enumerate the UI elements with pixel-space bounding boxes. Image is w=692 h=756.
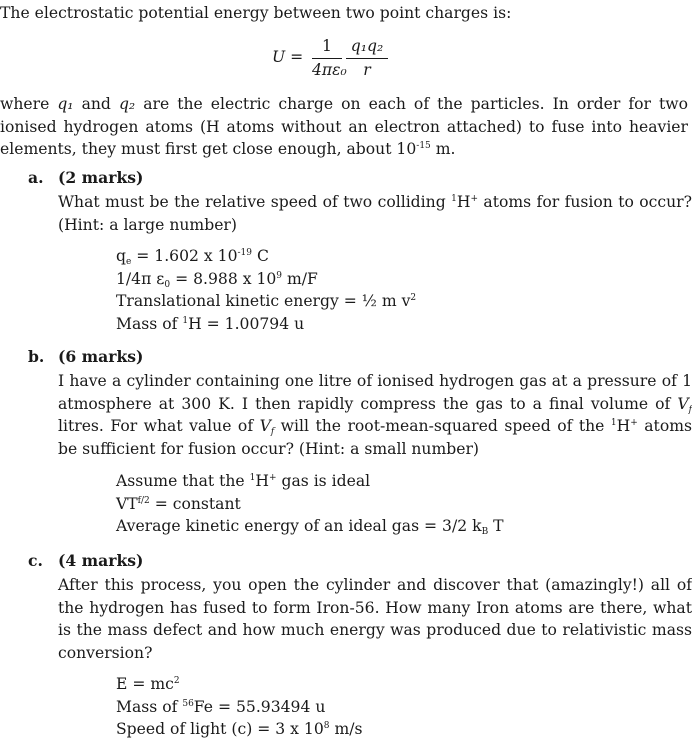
hint-block-c	[116, 673, 363, 741]
intro-paragraph: where q₁ and q₂ are the electric charge on each of the particles. In order for two ionised hydrogen atoms (H atoms without an electron attached) to fuse into heavier elements, they must first get close enough, about $10^{-15}$ m.	[0, 95, 688, 158]
question-marks: (6 marks)	[58, 347, 144, 366]
question-letter: a.	[28, 168, 44, 187]
fraction-bar	[312, 58, 342, 59]
hint-line: $VT^{f/2}$ = constant	[116, 494, 241, 513]
intro-text: The electrostatic potential energy between two point charges is:	[0, 4, 512, 22]
question-text: What must be the relative speed of two colliding $^1$H+ atoms for fusion to occur? (Hint: a large number)	[58, 193, 692, 234]
question-text: I have a cylinder containing one litre of ionised hydrogen gas at a pressure of 1 atmosphere at 300 K. I then rapidly compress the gas to a final volume of $V_f$ litres. For what value of $V_f$ will the root-mean-squared speed of the $^1$H+ atoms be sufficient for fusion occur? (Hint: a small number)	[58, 372, 692, 458]
question-marks: (2 marks)	[58, 168, 144, 187]
hint-block-a	[116, 245, 416, 335]
hint-line: Average kinetic energy of an ideal gas = 3/2 $k_B$ T	[116, 517, 504, 537]
hint-line: Assume that the $^1$H+ gas is ideal	[116, 472, 371, 490]
fraction-bar	[346, 58, 388, 59]
hint-line: Speed of light (c) = 3 x $10^8$ m/s	[116, 720, 363, 738]
fraction-numerator: q₁q₂	[350, 37, 384, 55]
hint-line: Mass of $^{56}$Fe = 55.93494 u	[116, 697, 326, 716]
question-marks: (4 marks)	[58, 551, 144, 570]
fraction-denominator: r	[363, 61, 371, 79]
hint-block-b	[116, 470, 504, 538]
fraction-denominator: 4πε₀	[312, 61, 347, 79]
question-letter: c.	[28, 551, 43, 570]
question-text: After this process, you open the cylinder and discover that (amazingly!) all of the hydrogen has fused to form Iron-56. How many Iron atoms are there, what is the mass defect and how much energy was produced due to relativistic mass conversion?	[58, 576, 692, 662]
question-letter: b.	[28, 347, 45, 366]
hint-line: $E = mc^2$	[116, 675, 180, 693]
hint-line: $q_e = 1.602$ x $10^{-19}$ C	[116, 247, 269, 267]
coulomb-equation	[258, 34, 398, 82]
fraction-numerator: 1	[322, 37, 332, 55]
equation-lhs: U =	[272, 48, 304, 66]
hint-line: 1/4π $\varepsilon_0 = 8.988$ x $10^9$ m/F	[116, 269, 318, 290]
hint-line: Translational kinetic energy = ½ m $v^2$	[116, 292, 417, 310]
hint-line: Mass of $^1$H = 1.00794 u	[116, 314, 305, 333]
